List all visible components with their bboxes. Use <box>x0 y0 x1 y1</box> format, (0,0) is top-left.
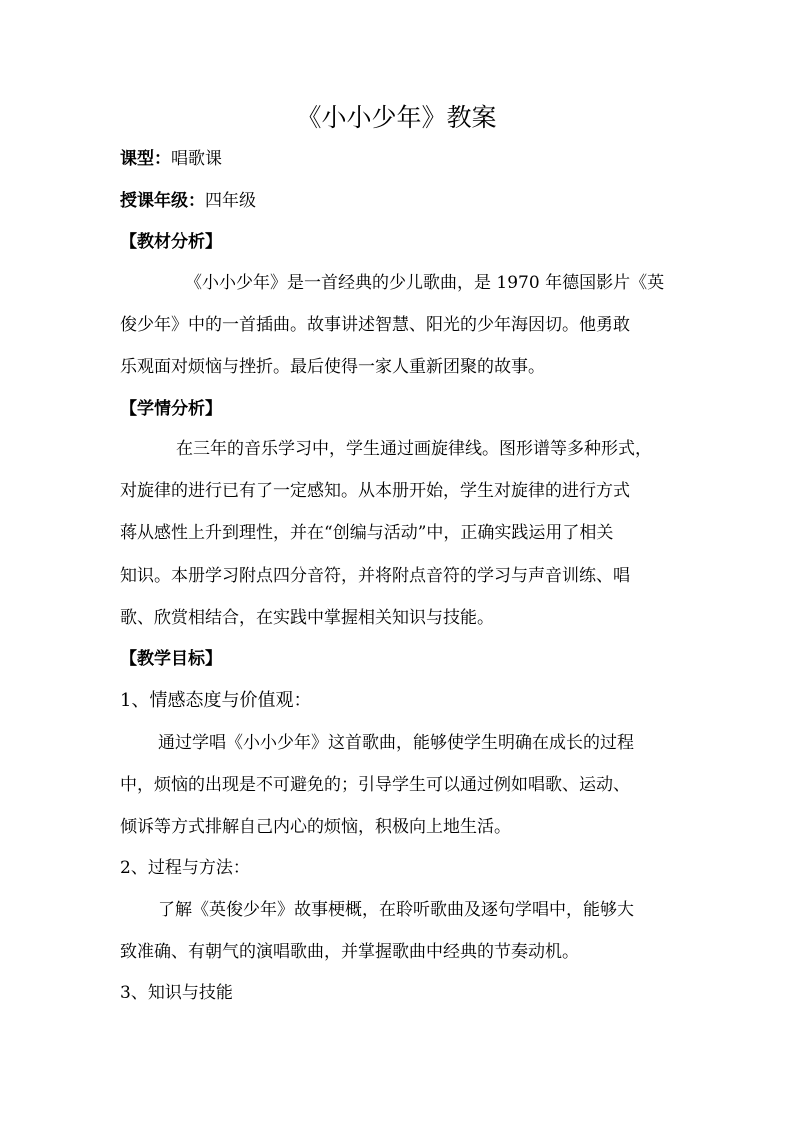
goals-heading: 【教学目标】 <box>120 649 222 669</box>
course-type-value: 唱歌课 <box>171 149 222 169</box>
course-type-label: 课型： <box>120 149 171 169</box>
grade-row <box>120 189 256 213</box>
goal2-line: 了解《英俊少年》故事梗概，在聆听歌曲及逐句学唱中，能够大 <box>158 900 634 920</box>
goal3-title: 3、知识与技能 <box>120 983 233 1003</box>
students-heading: 【学情分析】 <box>120 399 222 419</box>
students-line: 蒋从感性上升到理性，并在“创编与活动”中，正确实践运用了相关 <box>120 523 614 543</box>
material-line: 《小小少年》是一首经典的少儿歌曲，是 1970 年德国影片《英 <box>185 273 665 293</box>
page-title: 《小小少年》教案 <box>296 103 497 132</box>
course-type-row <box>120 147 222 171</box>
goal1-line: 倾诉等方式排解自己内心的烦恼，积极向上地生活。 <box>120 817 511 837</box>
material-heading: 【教材分析】 <box>120 232 222 252</box>
goal1-line: 中，烦恼的出现是不可避免的；引导学生可以通过例如唱歌、运动、 <box>120 775 630 795</box>
goal1-title: 1、情感态度与价值观： <box>120 690 312 711</box>
students-line: 对旋律的进行已有了一定感知。从本册开始，学生对旋律的进行方式 <box>120 481 630 501</box>
grade-value: 四年级 <box>205 191 256 211</box>
material-line: 乐观面对烦恼与挫折。最后使得一家人重新团聚的故事。 <box>120 357 545 377</box>
grade-label: 授课年级： <box>120 191 205 211</box>
goal1-line: 通过学唱《小小少年》这首歌曲，能够使学生明确在成长的过程 <box>158 733 634 753</box>
goal2-title: 2、过程与方法： <box>120 858 250 878</box>
students-line: 在三年的音乐学习中，学生通过画旋律线。图形谱等多种形式， <box>176 439 652 459</box>
material-line: 俊少年》中的一首插曲。故事讲述智慧、阳光的少年海因切。他勇敢 <box>120 315 630 335</box>
goal2-line: 致准确、有朝气的演唱歌曲，并掌握歌曲中经典的节奏动机。 <box>120 942 579 962</box>
students-line: 知识。本册学习附点四分音符，并将附点音符的学习与声音训练、唱 <box>120 566 630 586</box>
students-line: 歌、欣赏相结合，在实践中掌握相关知识与技能。 <box>120 608 494 628</box>
